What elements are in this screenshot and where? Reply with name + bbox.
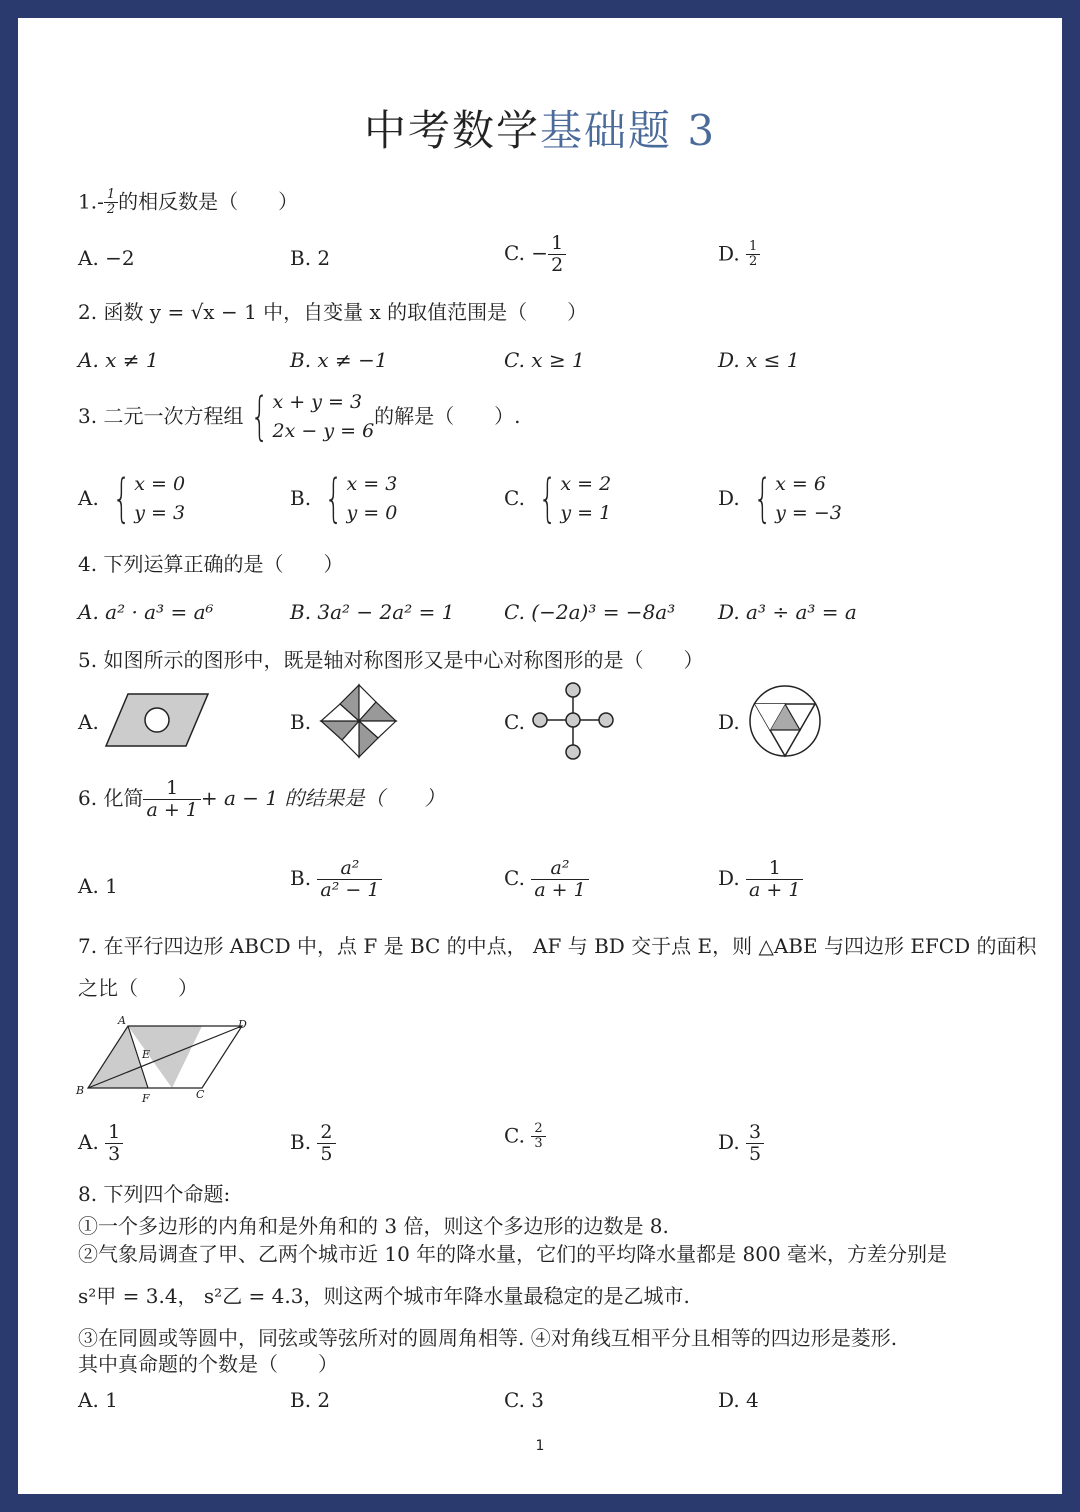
q1-option-d: D. $\frac{1}{2}$: [718, 240, 760, 270]
q5-option-d: D.: [718, 710, 740, 734]
q1-option-c: C. − $\frac{1}{2}$: [504, 233, 566, 276]
vertex-label-c: C: [196, 1088, 205, 1101]
q2-option-c: C. x ≥ 1: [504, 348, 585, 372]
q8-option-c: C. 3: [504, 1388, 545, 1412]
q8-option-b: B. 2: [290, 1388, 331, 1412]
worksheet-page: [18, 18, 1062, 1494]
q7-option-d: D. $\frac{3}{5}$: [718, 1122, 764, 1165]
q8-proposition-2-variance: s²甲 = 3.4， s²乙 = 4.3，则这两个城市年降水量最稳定的是乙城市.: [78, 1284, 690, 1308]
vertex-label-f: F: [142, 1092, 150, 1105]
q8-proposition-2: ②气象局调查了甲、乙两个城市近 10 年的降水量，它们的平均降水量都是 800 毫米，方差分别是: [78, 1242, 948, 1266]
q2-stem: 2. 函数 y = √x − 1 中，自变量 x 的取值范围是（ ）: [78, 300, 588, 324]
q6-option-c: C. $\frac{\text{a²}}{a + 1}$: [504, 858, 589, 901]
q1-option-a: A. −2: [78, 246, 135, 270]
q4-option-a: A. a² · a³ = a⁶: [78, 600, 214, 624]
q5-option-a: A.: [78, 710, 99, 734]
page-title: 中考数学基础题 3: [363, 106, 717, 155]
q2-option-a: A. x ≠ 1: [78, 348, 159, 372]
parallelogram-abcd-figure: [76, 1016, 256, 1106]
q8-option-a: A. 1: [78, 1388, 118, 1412]
q7-option-c: C. $\frac{2}{3}$: [504, 1122, 546, 1152]
vertex-label-a: A: [118, 1014, 126, 1027]
q8-proposition-3-4: ③在同圆或等圆中，同弦或等弦所对的圆周角相等. ④对角线互相平分且相等的四边形是菱形.: [78, 1326, 898, 1350]
q4-option-c: C. (−2a)³ = −8a³: [504, 600, 676, 624]
q7-option-a: A. $\frac{1}{3}$: [78, 1122, 123, 1165]
circle-triangle-figure: [748, 684, 822, 758]
vertex-label-d: D: [238, 1018, 247, 1031]
q5-option-b: B.: [290, 710, 312, 734]
q8-stem: 8. 下列四个命题:: [78, 1182, 231, 1206]
q8-proposition-1: ①一个多边形的内角和是外角和的 3 倍，则这个多边形的边数是 8.: [78, 1214, 669, 1238]
q2-option-d: D. x ≤ 1: [718, 348, 800, 372]
q1-option-b: B. 2: [290, 246, 331, 270]
q4-stem: 4. 下列运算正确的是（ ）: [78, 552, 344, 576]
q7-stem-line2: 之比（ ）: [78, 976, 198, 1000]
q7-stem-line1: 7. 在平行四边形 ABCD 中，点 F 是 BC 的中点， AF 与 BD 交于点 E，则 △ABE 与四边形 EFCD 的面积: [78, 934, 1037, 958]
q4-option-d: D. a³ ÷ a³ = a: [718, 600, 857, 624]
q6-option-d: D. $\frac{1}{a + 1}$: [718, 858, 803, 901]
q6-stem: 6. 化简 $\frac{1}{a + 1}$ + a − 1 的结果是（ ）: [78, 777, 445, 821]
vertex-label-e: E: [142, 1048, 151, 1061]
q3-stem: 3. 二元一次方程组 { x + y = 3 2x − y = 6 的解是（ ）.: [78, 387, 521, 448]
q5-stem: 5. 如图所示的图形中，既是轴对称图形又是中心对称图形的是（ ）: [78, 648, 704, 672]
q2-option-b: B. x ≠ −1: [290, 348, 388, 372]
parallelogram-with-circle-figure: [106, 692, 210, 748]
q8-question: 其中真命题的个数是（ ）: [78, 1352, 338, 1376]
q6-option-a: A. 1: [78, 874, 118, 898]
q8-option-d: D. 4: [718, 1388, 759, 1412]
q3-option-c: C. { x = 2 y = 1: [504, 469, 612, 530]
q6-option-b: B. $\frac{\text{a²}}{\text{a² − 1}}$: [290, 858, 382, 901]
q3-option-d: D. { x = 6 y = −3: [718, 469, 842, 530]
q1-stem: 1.- $\frac{1}{2}$ 的相反数是（ ）: [78, 187, 299, 218]
cross-circles-figure: [532, 682, 614, 762]
q4-option-b: B. 3a² − 2a² = 1: [290, 600, 455, 624]
page-number: 1: [535, 1438, 545, 1454]
q7-option-b: B. $\frac{2}{5}$: [290, 1122, 336, 1165]
q3-option-a: A. { x = 0 y = 3: [78, 469, 186, 530]
q5-option-c: C.: [504, 710, 525, 734]
pinwheel-figure: [318, 682, 400, 760]
vertex-label-b: B: [76, 1084, 85, 1097]
q3-option-b: B. { x = 3 y = 0: [290, 469, 398, 530]
